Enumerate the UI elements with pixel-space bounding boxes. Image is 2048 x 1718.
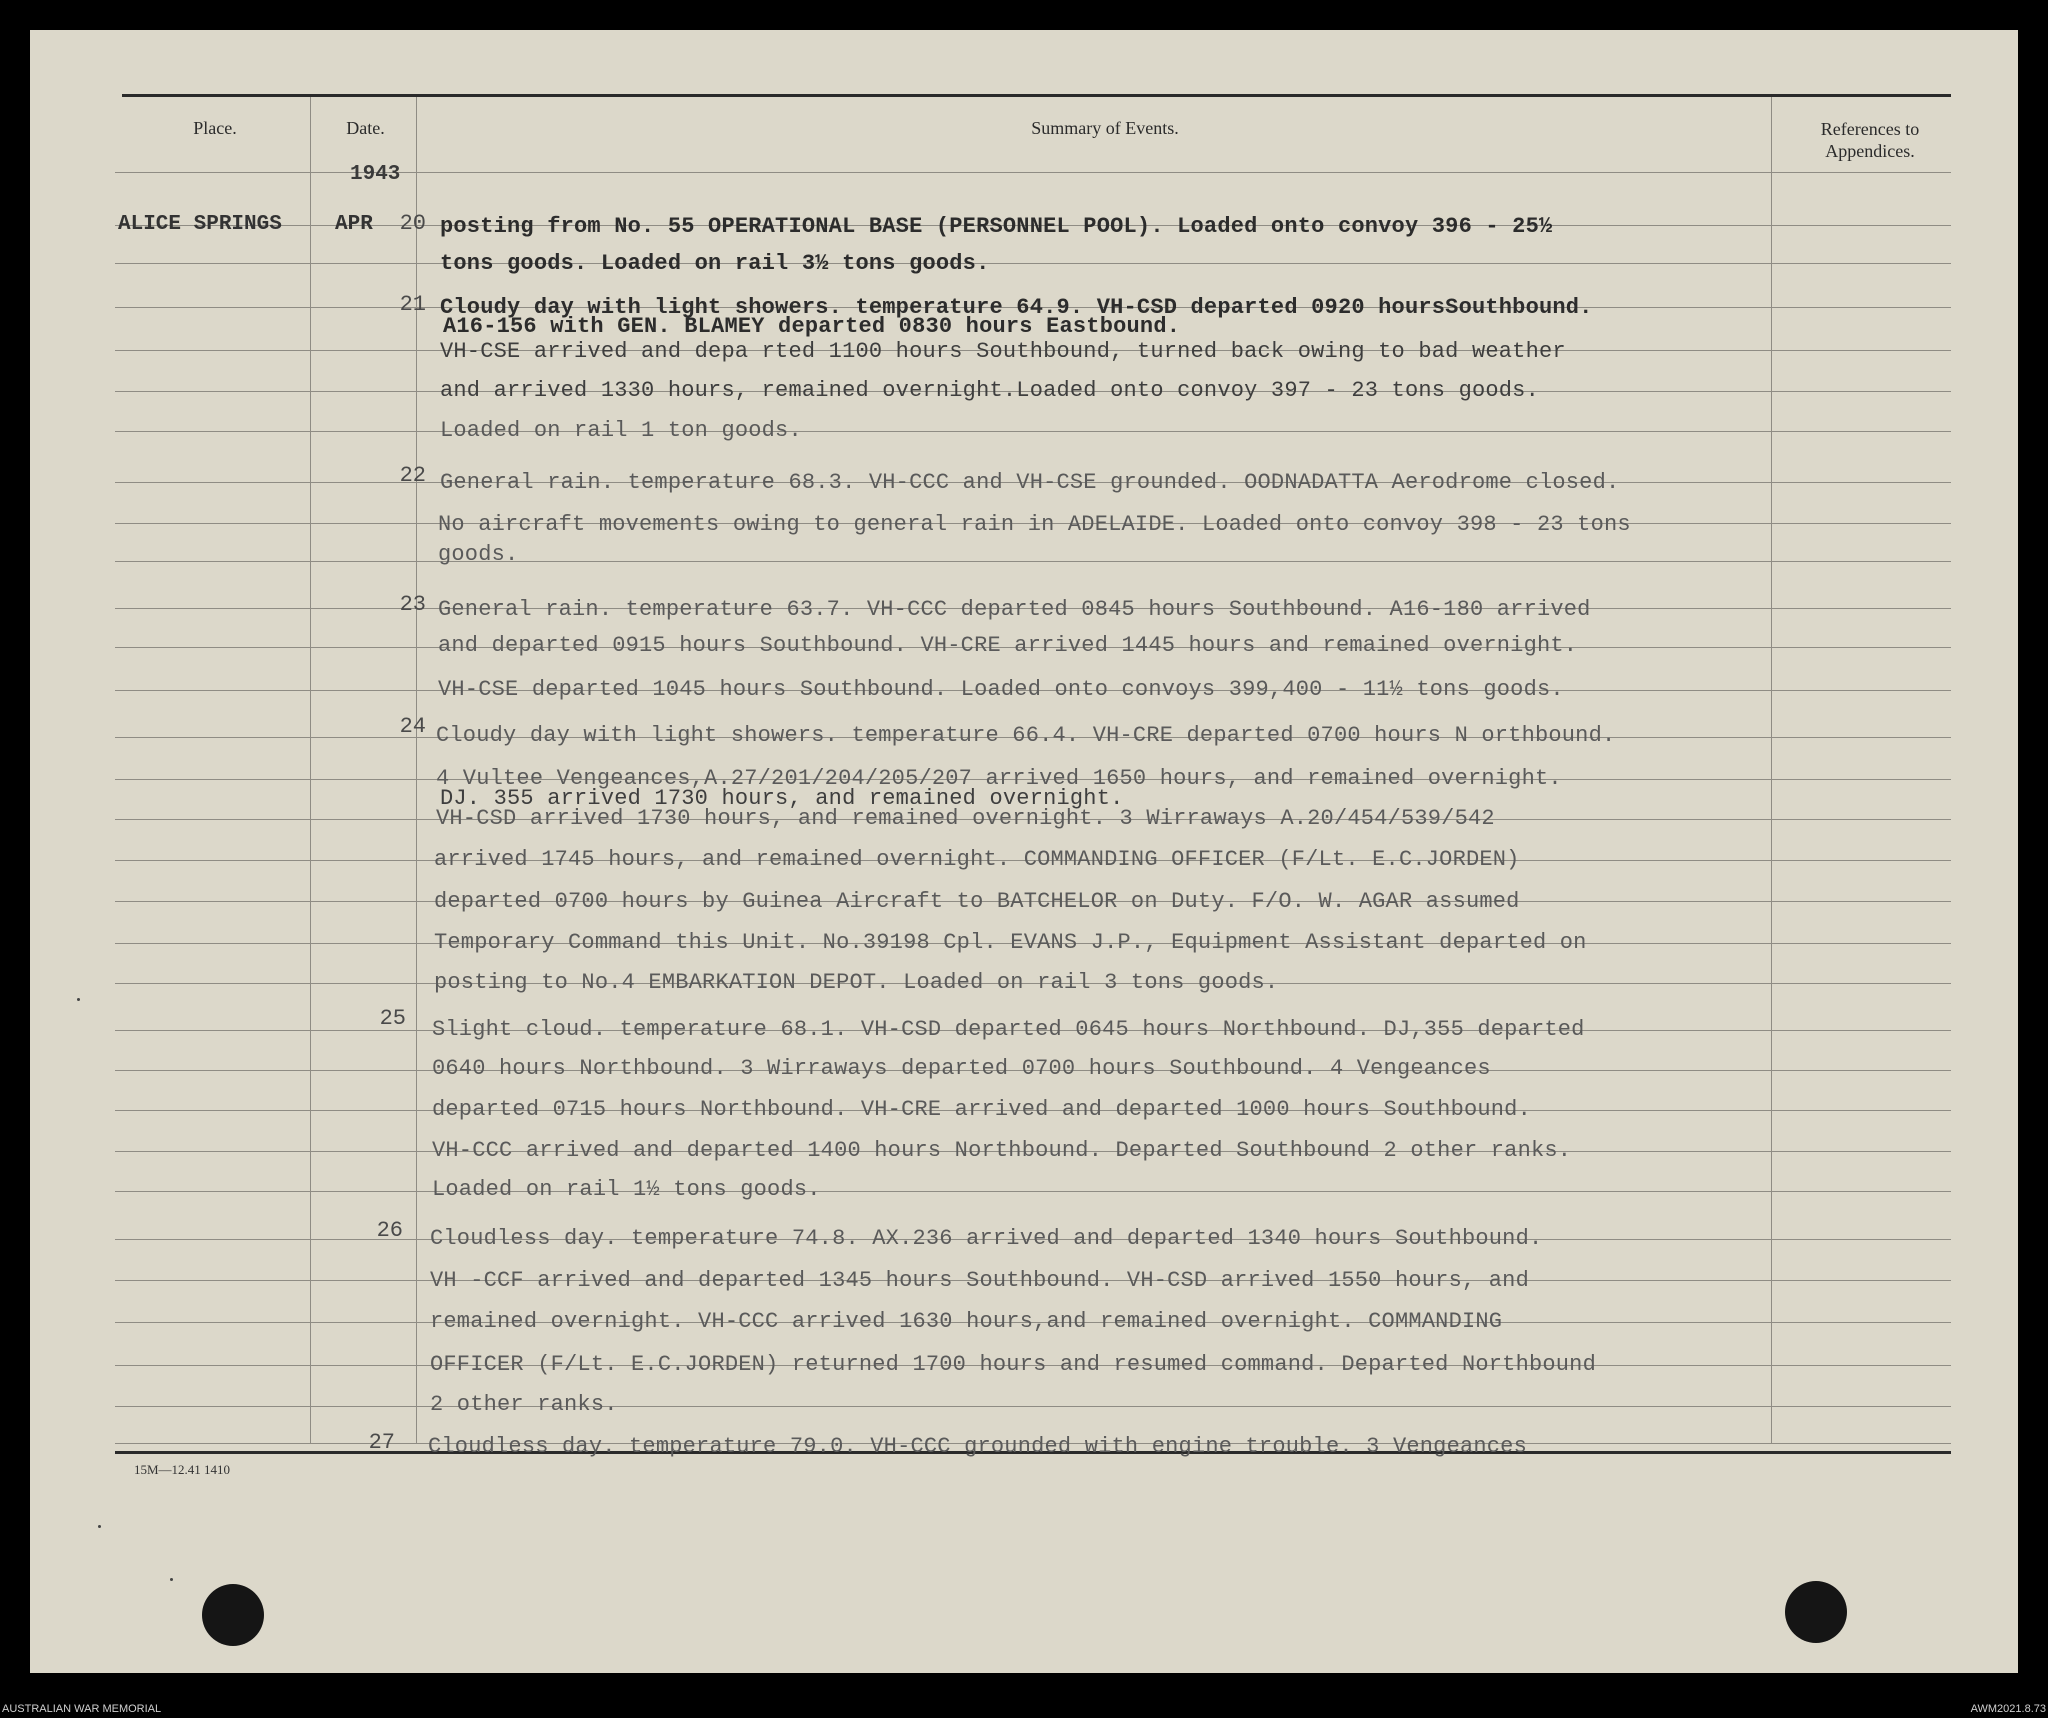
- summary-line: tons goods. Loaded on rail 3½ tons goods.: [440, 251, 990, 276]
- summary-line: Cloudless day. temperature 79.0. VH-CCC grounded with engine trouble. 3 Vengeances: [428, 1434, 1527, 1459]
- summary-line: VH-CSD arrived 1730 hours, and remained overnight. 3 Wirraways A.20/454/539/542: [436, 806, 1495, 831]
- ruled-line: [115, 1191, 1951, 1192]
- top-rule: [122, 94, 1951, 97]
- day-number: 25: [379, 1006, 406, 1031]
- ruled-line: [115, 263, 1951, 264]
- punch-hole-right: [1785, 1581, 1847, 1643]
- summary-line: General rain. temperature 63.7. VH-CCC departed 0845 hours Southbound. A16-180 arrived: [438, 597, 1591, 622]
- speck: [170, 1578, 173, 1581]
- summary-line: Loaded on rail 1 ton goods.: [440, 418, 802, 443]
- speck: [98, 1525, 101, 1528]
- speck: [77, 998, 80, 1001]
- header-date: Date.: [346, 118, 385, 138]
- ruled-line: [115, 1406, 1951, 1407]
- summary-references-divider: [1771, 97, 1772, 1443]
- summary-line: and departed 0915 hours Southbound. VH-CRE arrived 1445 hours and remained overnight.: [438, 633, 1578, 658]
- summary-line: No aircraft movements owing to general rain in ADELAIDE. Loaded onto convoy 398 - 23 tons: [438, 512, 1631, 537]
- summary-line: arrived 1745 hours, and remained overnight. COMMANDING OFFICER (F/Lt. E.C.JORDEN): [434, 847, 1520, 872]
- summary-line: remained overnight. VH-CCC arrived 1630 hours,and remained overnight. COMMANDING: [430, 1309, 1503, 1334]
- day-number: 21: [399, 292, 426, 317]
- summary-line: 0640 hours Northbound. 3 Wirraways departed 0700 hours Southbound. 4 Vengeances: [432, 1056, 1491, 1081]
- summary-line: A16-156 with GEN. BLAMEY departed 0830 hours Eastbound.: [443, 314, 1181, 339]
- credit-right: AWM2021.8.73: [1970, 1703, 2046, 1715]
- summary-line: departed 0700 hours by Guinea Aircraft to BATCHELOR on Duty. F/O. W. AGAR assumed: [434, 889, 1520, 914]
- header-place: Place.: [193, 118, 237, 138]
- summary-line: VH -CCF arrived and departed 1345 hours Southbound. VH-CSD arrived 1550 hours, and: [430, 1268, 1529, 1293]
- header-summary: Summary of Events.: [1031, 118, 1179, 138]
- day-number: 24: [399, 714, 426, 739]
- day-number: 27: [368, 1430, 395, 1455]
- summary-line: posting to No.4 EMBARKATION DEPOT. Loaded on rail 3 tons goods.: [434, 970, 1279, 995]
- summary-line: General rain. temperature 68.3. VH-CCC and VH-CSE grounded. OODNADATTA Aerodrome closed.: [440, 470, 1620, 495]
- summary-line: 2 other ranks.: [430, 1392, 618, 1417]
- punch-hole-left: [202, 1584, 264, 1646]
- day-number: 22: [399, 463, 426, 488]
- summary-line: Cloudless day. temperature 74.8. AX.236 arrived and departed 1340 hours Southbound.: [430, 1226, 1543, 1251]
- day-number: 23: [399, 592, 426, 617]
- ruled-line: [115, 431, 1951, 432]
- summary-line: goods.: [438, 542, 519, 567]
- summary-line: DJ. 355 arrived 1730 hours, and remained overnight.: [440, 786, 1124, 811]
- place-date-divider: [310, 97, 311, 1443]
- summary-line: departed 0715 hours Northbound. VH-CRE arrived and departed 1000 hours Southbound.: [432, 1097, 1531, 1122]
- place-entry: ALICE SPRINGS: [118, 213, 282, 236]
- year-label: 1943: [350, 163, 401, 186]
- summary-line: VH-CSE arrived and depa rted 1100 hours Southbound, turned back owing to bad weather: [440, 339, 1566, 364]
- summary-line: Temporary Command this Unit. No.39198 Cpl. EVANS J.P., Equipment Assistant departed on: [434, 930, 1587, 955]
- header-references: References to Appendices.: [1820, 119, 1920, 161]
- summary-line: and arrived 1330 hours, remained overnight.Loaded onto convoy 397 - 23 tons goods.: [440, 378, 1539, 403]
- summary-line: posting from No. 55 OPERATIONAL BASE (PERSONNEL POOL). Loaded onto convoy 396 - 25½: [440, 214, 1553, 239]
- day-number: 20: [399, 211, 426, 236]
- month-entry: APR: [335, 213, 373, 236]
- form-code: 15M—12.41 1410: [134, 1462, 231, 1477]
- summary-line: OFFICER (F/Lt. E.C.JORDEN) returned 1700 hours and resumed command. Departed Northbound: [430, 1352, 1596, 1377]
- summary-line: Slight cloud. temperature 68.1. VH-CSD departed 0645 hours Northbound. DJ,355 departed: [432, 1017, 1585, 1042]
- summary-line: Cloudy day with light showers. temperature 66.4. VH-CRE departed 0700 hours N orthbound.: [436, 723, 1616, 748]
- summary-line: Cloudy day with light showers. temperature 64.9. VH-CSD departed 0920 hoursSouthbound.: [440, 295, 1593, 320]
- credit-left: AUSTRALIAN WAR MEMORIAL: [2, 1703, 162, 1715]
- ruled-line: [115, 561, 1951, 562]
- summary-line: VH-CCC arrived and departed 1400 hours Northbound. Departed Southbound 2 other ranks.: [432, 1138, 1572, 1163]
- day-number: 26: [376, 1218, 403, 1243]
- summary-line: VH-CSE departed 1045 hours Southbound. Loaded onto convoys 399,400 - 11½ tons goods.: [438, 677, 1564, 702]
- summary-line: Loaded on rail 1½ tons goods.: [432, 1177, 821, 1202]
- summary-line: 4 Vultee Vengeances,A.27/201/204/205/207 arrived 1650 hours, and remained overnight.: [436, 766, 1562, 791]
